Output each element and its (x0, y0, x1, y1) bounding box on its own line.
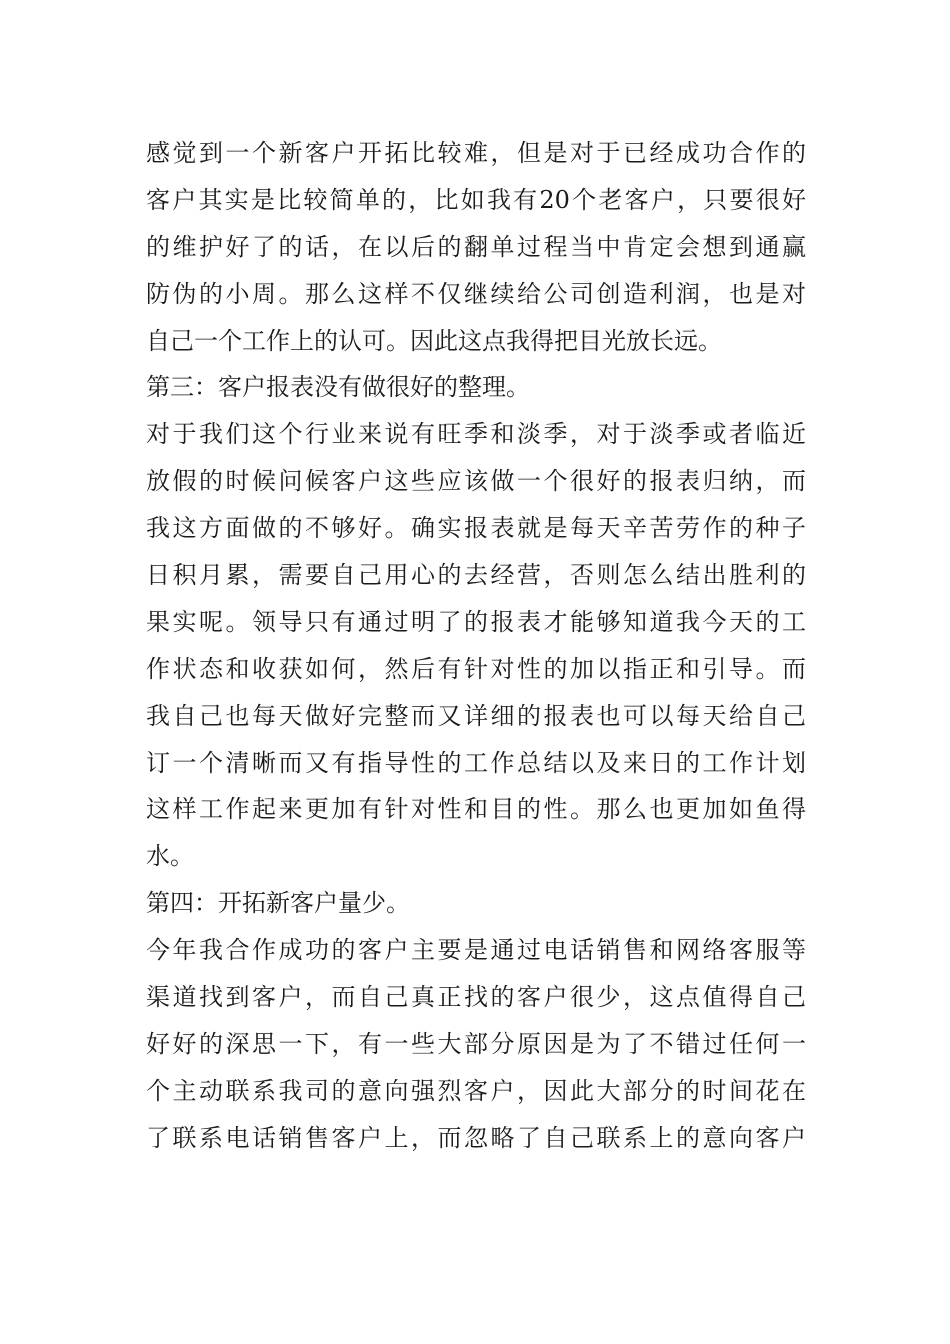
text-line: 第三：客户报表没有做很好的整理。 (146, 373, 530, 402)
text-line: 了联系电话销售客户上，而忽略了自己联系上的意向客户 (146, 1123, 806, 1152)
text-line: 我自己也每天做好完整而又详细的报表也可以每天给自己 (146, 701, 806, 730)
document-page (146, 130, 806, 1162)
text-line: 日积月累，需要自己用心的去经营，否则怎么结出胜利的 (146, 561, 806, 590)
text-line: 渠道找到客户，而自己真正找的客户很少，这点值得自己 (146, 983, 806, 1012)
text-line: 个主动联系我司的意向强烈客户，因此大部分的时间花在 (146, 1076, 806, 1105)
text-line: 今年我合作成功的客户主要是通过电话销售和网络客服等 (146, 936, 806, 965)
text-line: 放假的时候问候客户这些应该做一个很好的报表归纳，而 (146, 467, 806, 496)
text-line: 订一个清晰而又有指导性的工作总结以及来日的工作计划 (146, 748, 806, 777)
text-line: 感觉到一个新客户开拓比较难，但是对于已经成功合作的 (146, 139, 806, 167)
text-line: 果实呢。领导只有通过明了的报表才能够知道我今天的工 (146, 607, 806, 636)
text-line: 的维护好了的话，在以后的翻单过程当中肯定会想到通赢 (146, 232, 806, 261)
text-line: 好好的深思一下，有一些大部分原因是为了不错过任何一 (146, 1029, 806, 1058)
text-line: 对于我们这个行业来说有旺季和淡季，对于淡季或者临近 (146, 420, 806, 449)
text-line: 客户其实是比较简单的，比如我有20个老客户，只要很好 (146, 185, 806, 214)
text-line: 防伪的小周。那么这样不仅继续给公司创造利润，也是对 (146, 279, 806, 308)
text-line: 第四：开拓新客户量少。 (146, 889, 410, 918)
text-line: 这样工作起来更加有针对性和目的性。那么也更加如鱼得 (146, 795, 806, 824)
text-line: 作状态和收获如何，然后有针对性的加以指正和引导。而 (146, 654, 806, 683)
text-line: 水。 (146, 842, 194, 871)
text-line: 自己一个工作上的认可。因此这点我得把目光放长远。 (146, 326, 722, 355)
document-body (146, 130, 806, 1162)
text-line: 我这方面做的不够好。确实报表就是每天辛苦劳作的种子 (146, 514, 806, 543)
